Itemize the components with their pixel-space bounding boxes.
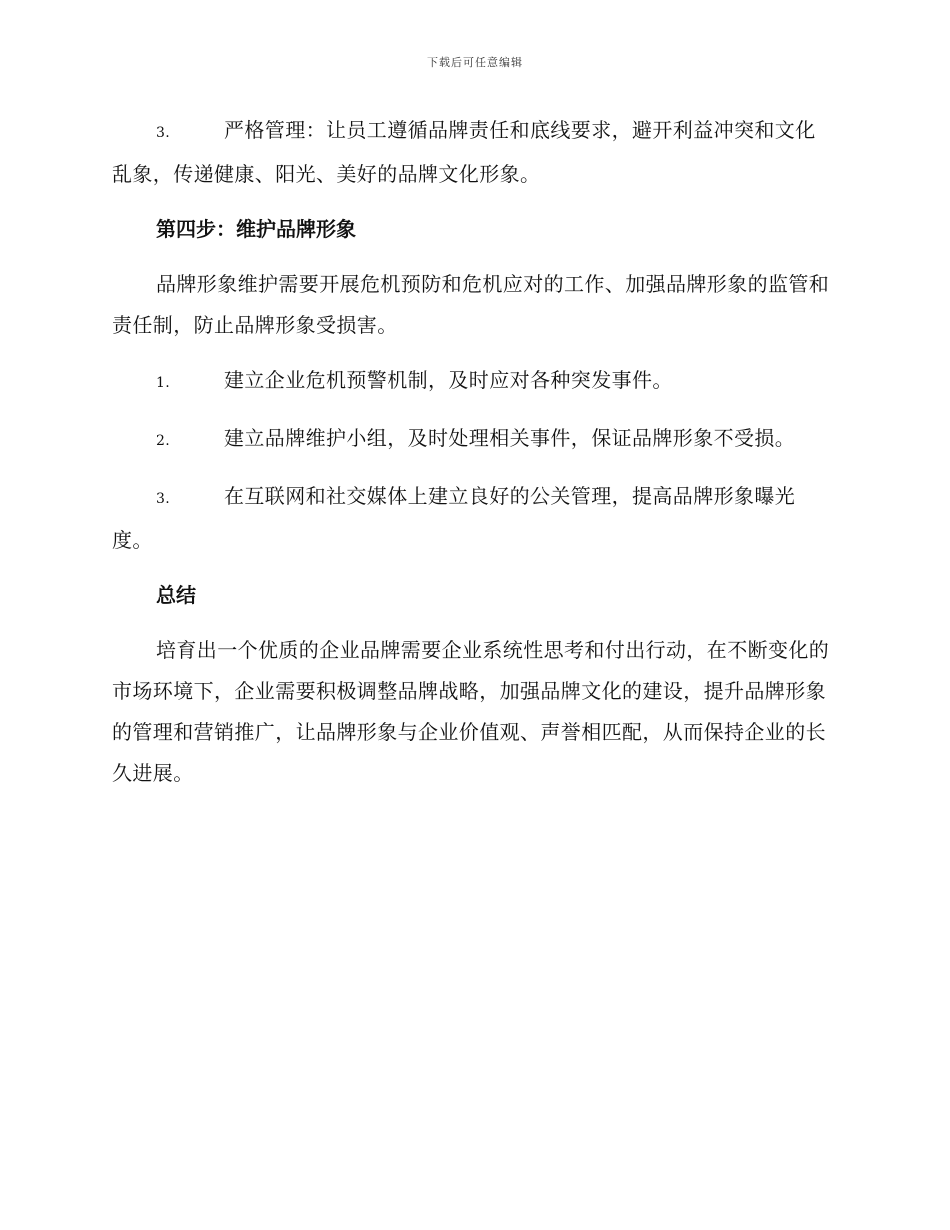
list-number: 2. — [156, 433, 171, 449]
section-heading: 总结 — [156, 583, 196, 607]
list-item — [112, 418, 834, 462]
list-item — [112, 476, 834, 561]
list-number: 3. — [156, 491, 171, 507]
list-text: 建立企业危机预警机制，及时应对各种突发事件。 — [224, 368, 673, 392]
page-header: 下载后可任意编辑 — [427, 56, 523, 69]
list-text: 严格管理：让员工遵循品牌责任和底线要求，避开利益冲突和文化乱象，传递健康、阳光、美好的品牌文化形象。 — [112, 118, 816, 186]
list-text: 在互联网和社交媒体上建立良好的公关管理，提高品牌形象曝光度。 — [112, 484, 796, 552]
paragraph: 培育出一个优质的企业品牌需要企业系统性思考和付出行动，在不断变化的市场环境下，企业需要积极调整品牌战略，加强品牌文化的建设，提升品牌形象的管理和营销推广，让品牌形象与企业价值观、声誉相匹配，从而保持企业的长久进展。 — [112, 638, 830, 785]
list-item — [112, 110, 834, 195]
list-text: 建立品牌维护小组，及时处理相关事件，保证品牌形象不受损。 — [224, 426, 796, 450]
list-item — [112, 360, 834, 404]
section-heading: 第四步：维护品牌形象 — [156, 217, 356, 241]
list-number: 3. — [156, 125, 171, 141]
document-body — [112, 110, 834, 808]
paragraph: 品牌形象维护需要开展危机预防和危机应对的工作、加强品牌形象的监管和责任制，防止品牌形象受损害。 — [112, 272, 830, 337]
list-number: 1. — [156, 375, 171, 391]
